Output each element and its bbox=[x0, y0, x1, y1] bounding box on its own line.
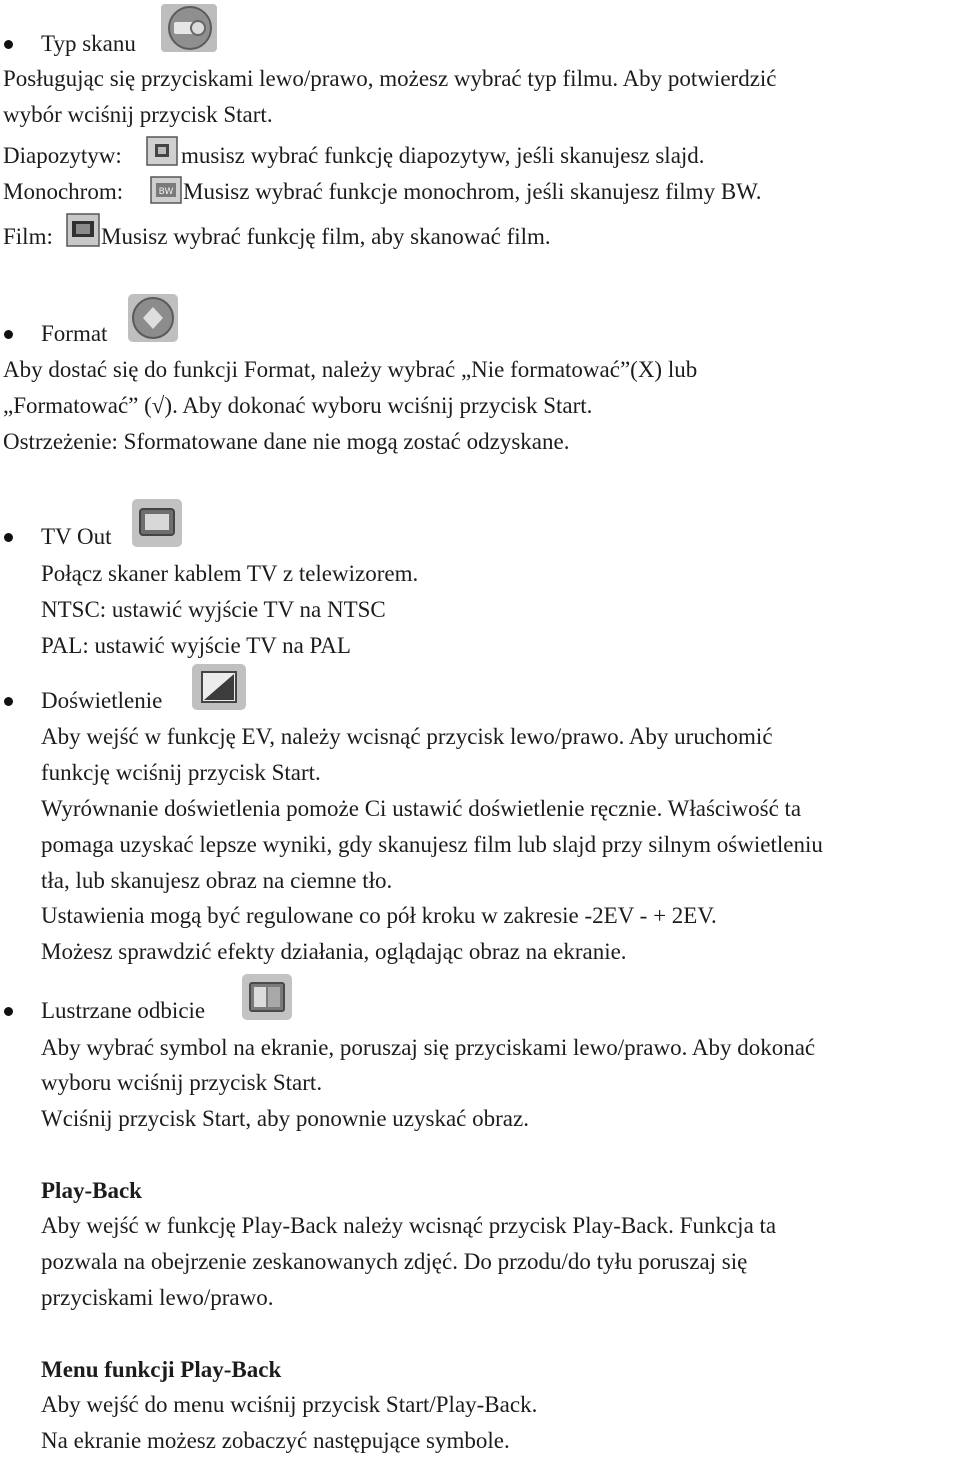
exposure-text: Możesz sprawdzić efekty działania, oglądając obraz na ekranie. bbox=[41, 939, 627, 964]
playback-heading: Play-Back bbox=[41, 1178, 142, 1203]
film-icon bbox=[66, 213, 100, 247]
bullet bbox=[4, 533, 13, 542]
slide-text: musisz wybrać funkcję diapozytyw, jeśli skanujesz slajd. bbox=[181, 143, 705, 168]
exposure-text: funkcję wciśnij przycisk Start. bbox=[41, 760, 321, 785]
exposure-heading: Doświetlenie bbox=[41, 688, 163, 713]
format-text: Aby dostać się do funkcji Format, należy wybrać „Nie formatować”(X) lub bbox=[3, 357, 698, 382]
format-text: „Formatować” (√). Aby dokonać wyboru wciśnij przycisk Start. bbox=[3, 393, 593, 418]
svg-text:BW: BW bbox=[158, 187, 174, 197]
playback-text: przyciskami lewo/prawo. bbox=[41, 1285, 274, 1310]
tv-out-text: Połącz skaner kablem TV z telewizorem. bbox=[41, 561, 419, 586]
mono-label: Monochrom: bbox=[3, 179, 124, 204]
playback-menu-text: Na ekranie możesz zobaczyć następujące symbole. bbox=[41, 1428, 510, 1453]
playback-menu-heading: Menu funkcji Play-Back bbox=[41, 1357, 282, 1382]
monochrome-icon bbox=[150, 176, 182, 204]
format-warning: Ostrzeżenie: Sformatowane dane nie mogą zostać odzyskane. bbox=[3, 429, 570, 454]
scan-type-heading: Typ skanu bbox=[41, 31, 136, 56]
bullet bbox=[4, 330, 13, 339]
scan-type-text: Posługując się przyciskami lewo/prawo, możesz wybrać typ filmu. Aby potwierdzić bbox=[3, 66, 777, 91]
tv-out-icon bbox=[130, 497, 184, 549]
slide-label: Diapozytyw: bbox=[3, 143, 122, 168]
format-heading: Format bbox=[41, 321, 108, 346]
tv-out-text: PAL: ustawić wyjście TV na PAL bbox=[41, 633, 351, 658]
playback-menu-text: Aby wejść do menu wciśnij przycisk Start/Play-Back. bbox=[41, 1392, 538, 1417]
bullet bbox=[4, 40, 13, 49]
film-text: Musisz wybrać funkcję film, aby skanować film. bbox=[101, 224, 551, 249]
exposure-text: Wyrównanie doświetlenia pomoże Ci ustawić doświetlenie ręcznie. Właściwość ta bbox=[41, 796, 802, 821]
playback-text: Aby wejść w funkcję Play-Back należy wcisnąć przycisk Play-Back. Funkcja ta bbox=[41, 1213, 777, 1238]
tv-out-heading: TV Out bbox=[41, 524, 112, 549]
format-icon bbox=[124, 290, 180, 344]
mirror-text: Wciśnij przycisk Start, aby ponownie uzyskać obraz. bbox=[41, 1106, 529, 1131]
scan-type-text: wybór wciśnij przycisk Start. bbox=[3, 102, 273, 127]
mirror-heading: Lustrzane odbicie bbox=[41, 998, 206, 1023]
mirror-text: Aby wybrać symbol na ekranie, poruszaj się przyciskami lewo/prawo. Aby dokonać bbox=[41, 1035, 816, 1060]
exposure-text: Ustawienia mogą być regulowane co pół kroku w zakresie -2EV - + 2EV. bbox=[41, 903, 717, 928]
bullet bbox=[4, 697, 13, 706]
exposure-text: Aby wejść w funkcję EV, należy wcisnąć przycisk lewo/prawo. Aby uruchomić bbox=[41, 724, 773, 749]
film-label: Film: bbox=[3, 224, 53, 249]
slide-icon bbox=[146, 136, 178, 166]
mono-text: Musisz wybrać funkcje monochrom, jeśli skanujesz filmy BW. bbox=[183, 179, 762, 204]
exposure-text: tła, lub skanujesz obraz na ciemne tło. bbox=[41, 868, 393, 893]
mirror-icon bbox=[240, 972, 294, 1022]
tv-out-text: NTSC: ustawić wyjście TV na NTSC bbox=[41, 597, 386, 622]
bullet bbox=[4, 1007, 13, 1016]
exposure-text: pomaga uzyskać lepsze wyniki, gdy skanujesz film lub slajd przy silnym oświetleniu bbox=[41, 832, 823, 857]
mirror-text: wyboru wciśnij przycisk Start. bbox=[41, 1070, 323, 1095]
exposure-icon bbox=[190, 662, 248, 712]
playback-text: pozwala na obejrzenie zeskanowanych zdjęć. Do przodu/do tyłu poruszaj się bbox=[41, 1249, 748, 1274]
scan-type-icon bbox=[160, 3, 218, 53]
